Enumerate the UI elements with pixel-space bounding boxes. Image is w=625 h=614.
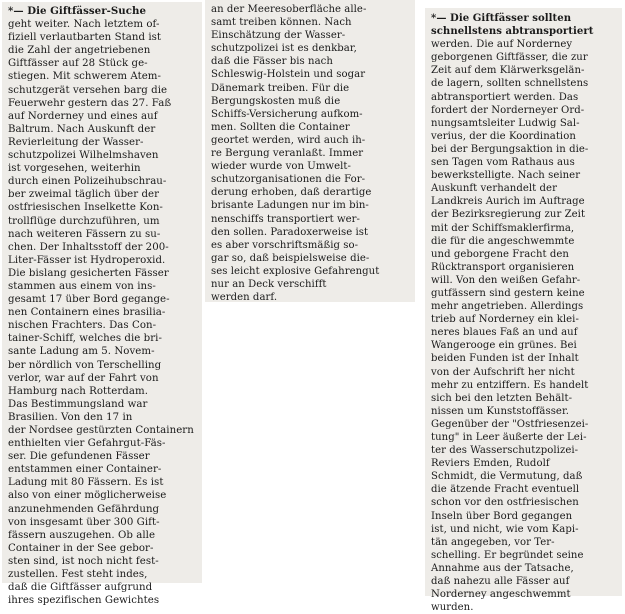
text-line: der Bezirksregierung zur Zeit — [431, 209, 586, 221]
text-line: trieb auf Norderney ein klei- — [431, 314, 579, 326]
text-line: Schiffs-Versicherung aufkom- — [211, 108, 363, 120]
text-line: die ätzende Fracht eventuell — [431, 484, 580, 496]
text-line: Auskunft verhandelt der — [431, 183, 557, 195]
text-line: also von einer möglicherweise — [8, 490, 167, 502]
text-line: den sollen. Paradoxerweise ist — [211, 226, 369, 238]
text-line: werden darf. — [211, 292, 278, 304]
text-line: schutzpolizei ist es denkbar, — [211, 43, 357, 55]
text-line: von der Aufschrift her nicht — [431, 366, 575, 378]
text-line: auf Norderney und eines auf — [8, 110, 158, 122]
text-line: tän angegeben, vor Ter- — [431, 536, 555, 548]
text-line: abtransportiert werden. Das — [431, 91, 579, 103]
text-line: derung erhoben, daß derartige — [211, 187, 372, 199]
text-line: brisante Ladungen nur im bin- — [211, 200, 369, 212]
text-line: Container in der See gebor- — [8, 542, 154, 554]
text-line: will. Von den weißen Gefahr- — [431, 274, 581, 286]
text-line: Die bislang gesicherten Fässer — [8, 267, 169, 279]
text-line: Wangerooge ein grünes. Bei — [431, 340, 577, 352]
text-line: Annahme aus der Tatsache, — [431, 562, 574, 574]
text-line: schon vor den ostfriesischen — [431, 497, 579, 509]
text-line: *— Die Giftfässer-Suche — [8, 5, 146, 17]
clipping-left-text — [8, 5, 198, 607]
text-line: ostfriesischen Inselkette Kon- — [8, 202, 163, 214]
text-line: Liter-Fässer ist Hydroperoxid. — [8, 254, 166, 266]
text-line: daß nahezu alle Fässer auf — [431, 576, 570, 588]
text-line: samt treiben können. Nach — [211, 17, 352, 29]
text-line: verius, der die Koordination — [431, 130, 576, 142]
clipping-left — [2, 2, 202, 607]
text-line: geborgenen Giftfässer, die zur — [431, 52, 588, 64]
text-line: mehr zu entziffern. Es handelt — [431, 379, 589, 391]
text-line: schnellstens abtransportiert — [431, 26, 594, 38]
text-line: tung" in Leer äußerte der Lei- — [431, 432, 587, 443]
text-line: ist, und nicht, wie vom Kapi- — [431, 523, 579, 535]
text-line: ber zweimal täglich über der — [8, 189, 160, 201]
text-line: mit der Schiffsmaklerfirma, — [431, 222, 575, 234]
text-line: ses leicht explosive Gefahrengut — [211, 265, 380, 277]
clipping-middle — [205, 0, 415, 302]
text-line: schutzpolizei Wilhelmshaven — [8, 150, 159, 162]
text-line: die für die angeschwemmte — [431, 235, 575, 247]
text-line: schelling. Er begründet seine — [431, 549, 584, 561]
text-line: geht weiter. Nach letztem of- — [8, 19, 160, 31]
text-line: men. Sollten die Container — [211, 121, 350, 133]
text-line: gar so, daß beispielsweise die- — [211, 252, 370, 264]
text-line: daß die Fässer bis nach — [211, 56, 333, 68]
text-line: nungsamtsleiter Ludwig Sal- — [431, 117, 580, 129]
text-line: ihres spezifischen Gewichtes — [8, 595, 160, 607]
text-line: Ladung mit 80 Fässern. Es ist — [8, 477, 164, 489]
text-line: *— Die Giftfässer sollten — [431, 13, 572, 24]
text-line: werden. Die auf Norderney — [431, 39, 573, 51]
text-line: Dänemark treiben. Für die — [211, 82, 350, 94]
text-line: ter des Wasserschutzpolizei- — [431, 445, 579, 457]
text-line: Feuerwehr gestern das 27. Faß — [8, 97, 172, 109]
text-line: mehr angetrieben. Allerdings — [431, 301, 584, 313]
text-line: stiegen. Mit schwerem Atem- — [8, 71, 162, 83]
text-line: Einschätzung der Wasser- — [211, 30, 346, 42]
text-line: daß die Giftfässer aufgrund — [8, 582, 153, 594]
clipping-right-text — [431, 12, 618, 614]
text-line: enthielten vier Gefahrgut-Fäs- — [8, 438, 166, 450]
text-line: die Zahl der angetriebenen — [8, 45, 151, 57]
text-line: Gegenüber der "Ostfriesenzei- — [431, 418, 589, 430]
text-line: trollflüge durchzuführen, um — [8, 215, 160, 227]
text-line: sante Ladung am 5. Novem- — [8, 346, 155, 358]
text-line: neres blaues Faß an und auf — [431, 327, 578, 339]
text-line: der Nordsee gestürzten Containern — [8, 425, 194, 436]
text-line: de lagern, sollten schnellstens — [431, 78, 589, 90]
text-line: ber nördlich von Terschelling — [8, 359, 162, 371]
text-line: wurden. — [431, 602, 474, 614]
text-line: entstammen einer Container- — [8, 464, 162, 476]
text-line: Brasilien. Von den 17 in — [8, 411, 133, 423]
text-line: nen Containern eines brasilia- — [8, 307, 166, 319]
text-line: Revierleitung der Wasser- — [8, 136, 144, 148]
text-line: durch einen Polizeihubschrau- — [8, 176, 167, 188]
text-line: Rücktransport organisieren — [431, 261, 575, 273]
text-line: bewerkstelligte. Nach seiner — [431, 170, 581, 182]
text-line: tainer-Schiff, welches die bri- — [8, 333, 162, 345]
text-line: Schleswig-Holstein und sogar — [211, 69, 366, 81]
text-line: an der Meeresoberfläche alle- — [211, 4, 367, 15]
clipping-right — [425, 8, 622, 614]
text-line: zustellen. Fest steht indes, — [8, 569, 148, 581]
text-line: Baltrum. Nach Auskunft der — [8, 123, 156, 135]
text-line: Reviers Emden, Rudolf — [431, 458, 550, 470]
text-line: Bergungskosten muß die — [211, 95, 341, 107]
text-line: Hamburg nach Rotterdam. — [8, 385, 149, 397]
text-line: nenschiffs transportiert wer- — [211, 213, 360, 225]
text-line: schutzorganisationen die For- — [211, 174, 366, 186]
text-line: ist vorgesehen, weiterhin — [8, 163, 141, 175]
text-line: sen Tagen vom Rathaus aus — [431, 157, 575, 169]
text-line: gesamt 17 über Bord gegange- — [8, 294, 170, 306]
text-line: Schmidt, die Vermutung, daß — [431, 471, 583, 483]
text-line: anzunehmenden Gefährdung — [8, 503, 160, 515]
text-line: stammen aus einem von ins- — [8, 280, 156, 292]
text-line: ser. Die gefundenen Fässer — [8, 451, 150, 463]
text-line: schutzgerät versehen barg die — [8, 84, 168, 96]
text-line: Zeit auf dem Klärwerksgelän- — [431, 65, 585, 77]
text-line: Inseln über Bord gegangen — [431, 510, 573, 522]
text-line: wieder wurde von Umwelt- — [211, 161, 351, 173]
text-line: gutfässern sind gestern keine — [431, 287, 585, 299]
text-line: fässern auszugehen. Ob alle — [8, 529, 156, 541]
text-line: chen. Der Inhaltsstoff der 200- — [8, 241, 169, 253]
text-line: von insgesamt über 300 Gift- — [8, 516, 160, 528]
text-line: re Bergung veranlaßt. Immer — [211, 148, 364, 160]
text-line: Norderney angeschwemmt — [431, 589, 571, 601]
text-line: nur an Deck verschifft — [211, 278, 327, 290]
text-line: nach weiteren Fässern zu su- — [8, 228, 161, 240]
text-line: Giftfässer auf 28 Stück ge- — [8, 58, 148, 70]
text-line: bei der Bergungsaktion in die- — [431, 143, 589, 155]
text-line: Das Bestimmungsland war — [8, 398, 148, 410]
text-line: geortet werden, wird auch ih- — [211, 134, 366, 146]
text-line: verlor, war auf der Fahrt von — [8, 372, 159, 384]
clipping-middle-text — [211, 3, 411, 304]
text-line: sich bei den letzten Behält- — [431, 392, 573, 404]
text-line: nischen Frachters. Das Con- — [8, 320, 157, 332]
text-line: es aber vorschriftsmäßig so- — [211, 239, 359, 251]
text-line: fiziell verlautbarten Stand ist — [8, 32, 162, 44]
text-line: und geborgene Fracht den — [431, 248, 569, 260]
text-line: sten sind, ist noch nicht fest- — [8, 555, 159, 567]
text-line: Landkreis Aurich im Auftrage — [431, 196, 585, 208]
text-line: nissen um Kunststoffässer. — [431, 405, 569, 417]
text-line: beiden Funden ist der Inhalt — [431, 353, 579, 365]
text-line: fordert der Norderneyer Ord- — [431, 104, 585, 116]
